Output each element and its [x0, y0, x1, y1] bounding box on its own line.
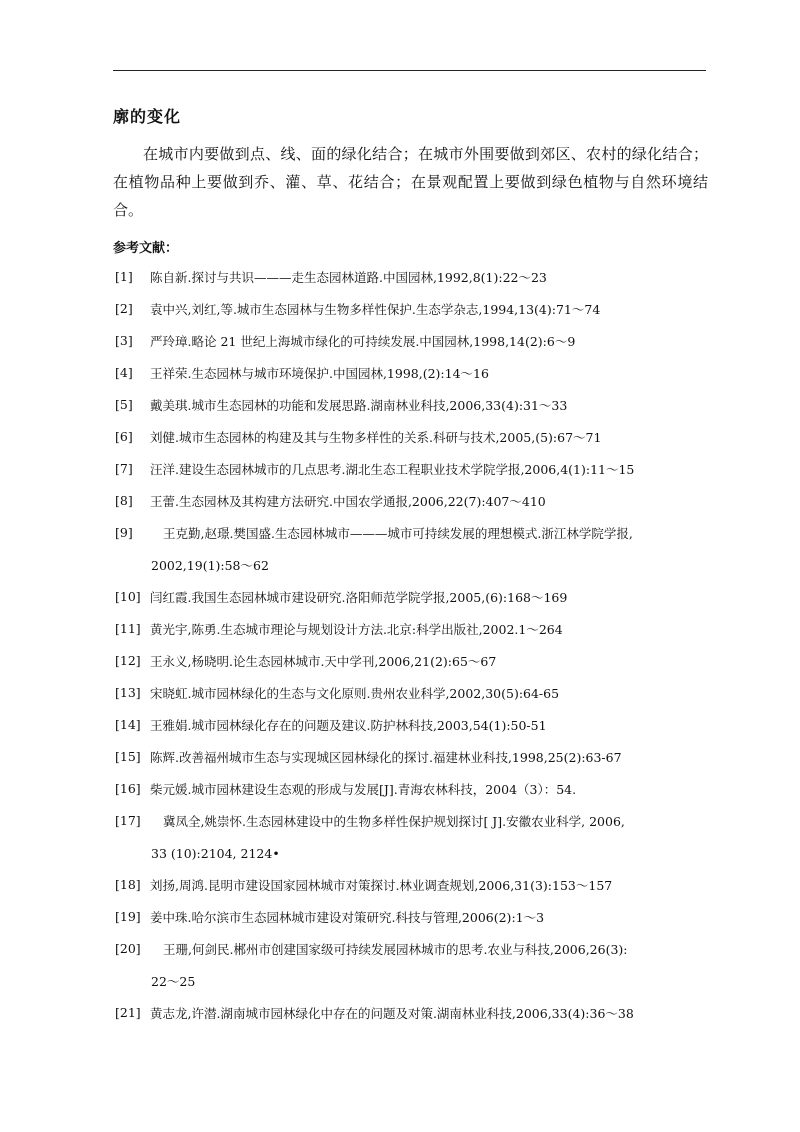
reference-text [113, 806, 713, 870]
reference-number: [11] [115, 621, 141, 636]
reference-text: 柴元媛.城市园林建设生态观的形成与发展[J].青海农林科技，2004（3）：54. [150, 782, 577, 797]
reference-text-continuation: 33 (10):2104, 2124• [151, 846, 280, 861]
header-rule [113, 70, 706, 71]
reference-text: 王永义,杨晓明.论生态园林城市.天中学刊,2006,21(2):65～67 [150, 654, 497, 669]
reference-number: [17] [115, 813, 141, 828]
reference-text: 刘扬,周鸿.昆明市建设国家园林城市对策探讨.林业调查规划,2006,31(3):153～157 [150, 878, 613, 893]
reference-item [113, 358, 713, 390]
reference-item [113, 262, 713, 294]
reference-number: [5] [115, 397, 133, 412]
reference-text: 汪洋.建设生态园林城市的几点思考.湖北生态工程职业技术学院学报,2006,4(1):11～15 [150, 462, 635, 477]
reference-text: 姜中珠.哈尔滨市生态园林城市建设对策研究.科技与管理,2006(2):1～3 [150, 910, 545, 925]
reference-number: [21] [115, 1005, 141, 1020]
reference-number: [14] [115, 717, 141, 732]
reference-item [113, 678, 713, 710]
reference-text-line: 王克勤,赵璟.樊国盛.生态园林城市———城市可持续发展的理想模式.浙江林学院学报, [163, 526, 633, 541]
reference-text [113, 518, 713, 582]
reference-number: [9] [115, 525, 133, 540]
reference-number: [15] [115, 749, 141, 764]
reference-text: 严玲璋.略论 21 世纪上海城市绿化的可持续发展.中国园林,1998,14(2):6～9 [150, 334, 576, 349]
reference-number: [18] [115, 877, 141, 892]
reference-item [113, 998, 713, 1030]
reference-item [113, 294, 713, 326]
reference-item [113, 390, 713, 422]
reference-text-line: 冀凤全,姚崇怀.生态园林建设中的生物多样性保护规划探讨[ J].安徽农业科学, 2006, [163, 814, 625, 829]
reference-text: 宋晓虹.城市园林绿化的生态与文化原则.贵州农业科学,2002,30(5):64-65 [150, 686, 560, 701]
reference-number: [12] [115, 653, 141, 668]
reference-item [113, 806, 713, 870]
section-heading: 廓的变化 [113, 107, 182, 126]
reference-text: 陈自新.探讨与共识———走生态园林道路.中国园林,1992,8(1):22～23 [150, 270, 547, 285]
references-title: 参考文献： [113, 241, 179, 256]
reference-number: [4] [115, 365, 133, 380]
reference-item [113, 422, 713, 454]
body-paragraph: 在城市内要做到点、线、面的绿化结合；在城市外围要做到郊区、农村的绿化结合；在植物品种上要做到乔、灌、草、花结合；在景观配置上要做到绿色植物与自然环境结合。 [113, 145, 708, 219]
reference-text: 黄志龙,许潜.湖南城市园林绿化中存在的问题及对策.湖南林业科技,2006,33(4):36～38 [150, 1006, 634, 1021]
reference-number: [2] [115, 301, 133, 316]
reference-item [113, 326, 713, 358]
reference-text: 王祥荣.生态园林与城市环境保护.中国园林,1998,(2):14～16 [150, 366, 489, 381]
reference-text: 戴美琪.城市生态园林的功能和发展思路.湖南林业科技,2006,33(4):31～33 [150, 398, 568, 413]
reference-item [113, 614, 713, 646]
reference-text-line: 王珊,何剑民.郴州市创建国家级可持续发展园林城市的思考.农业与科技,2006,26(3): [163, 942, 628, 957]
reference-text: 王蕾.生态园林及其构建方法研究.中国农学通报,2006,22(7):407～410 [150, 494, 546, 509]
reference-text [113, 934, 713, 998]
reference-text: 黄光宇,陈勇.生态城市理论与规划设计方法.北京:科学出版社,2002.1～264 [150, 622, 563, 637]
reference-item [113, 582, 713, 614]
reference-item [113, 518, 713, 582]
reference-text: 袁中兴,刘红,等.城市生态园林与生物多样性保护.生态学杂志,1994,13(4):71～74 [150, 302, 601, 317]
reference-number: [8] [115, 493, 133, 508]
reference-item [113, 870, 713, 902]
reference-item [113, 454, 713, 486]
reference-item [113, 934, 713, 998]
references-list [113, 262, 713, 1030]
reference-number: [20] [115, 941, 141, 956]
reference-number: [10] [115, 589, 141, 604]
reference-item [113, 710, 713, 742]
reference-number: [19] [115, 909, 141, 924]
reference-item [113, 742, 713, 774]
reference-text-continuation: 22～25 [151, 974, 196, 989]
reference-number: [16] [115, 781, 141, 796]
reference-item [113, 774, 713, 806]
reference-number: [3] [115, 333, 133, 348]
reference-number: [7] [115, 461, 133, 476]
reference-number: [6] [115, 429, 133, 444]
reference-number: [13] [115, 685, 141, 700]
reference-text: 陈辉.改善福州城市生态与实现城区园林绿化的探讨.福建林业科技,1998,25(2):63-67 [150, 750, 622, 765]
reference-text: 闫红霞.我国生态园林城市建设研究.洛阳师范学院学报,2005,(6):168～169 [150, 590, 568, 605]
reference-text-continuation: 2002,19(1):58～62 [151, 558, 269, 573]
reference-item [113, 646, 713, 678]
reference-item [113, 486, 713, 518]
reference-text: 王雅娟.城市园林绿化存在的问题及建议.防护林科技,2003,54(1):50-51 [150, 718, 547, 733]
reference-number: [1] [115, 269, 133, 284]
reference-item [113, 902, 713, 934]
reference-text: 刘健.城市生态园林的构建及其与生物多样性的关系.科研与技术,2005,(5):67～71 [150, 430, 602, 445]
